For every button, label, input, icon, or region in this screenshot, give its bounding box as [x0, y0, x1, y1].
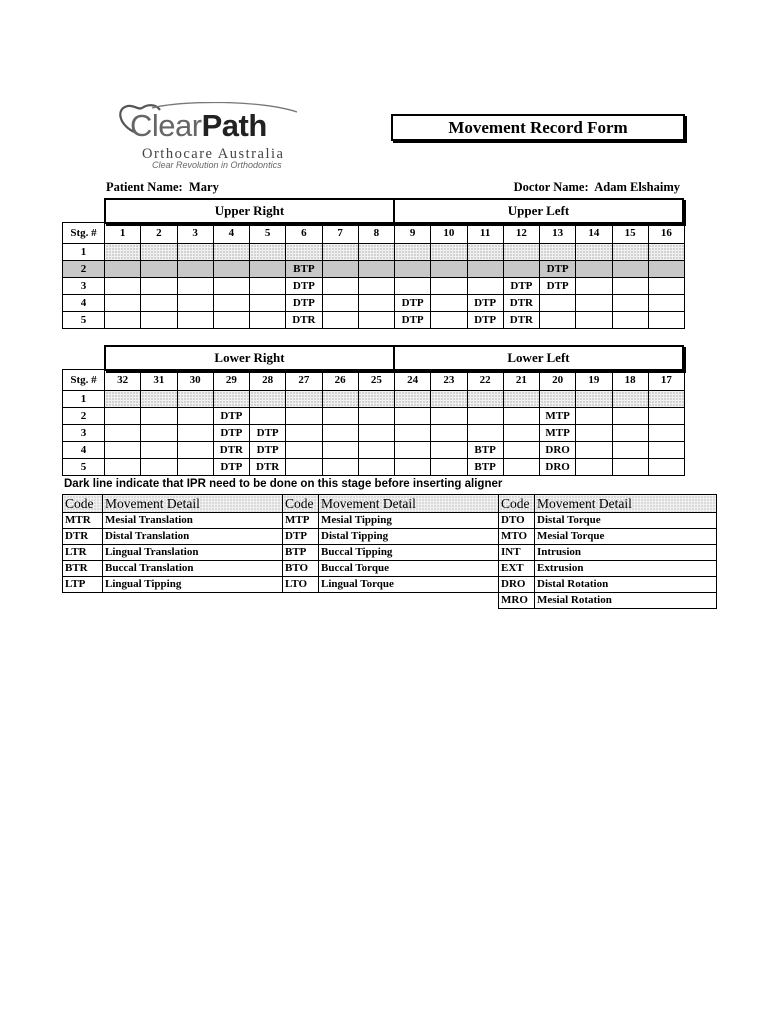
legend-detail: Lingual Translation — [103, 545, 283, 561]
movement-cell — [503, 408, 539, 425]
movement-cell: DTP — [286, 278, 322, 295]
legend-empty — [319, 593, 499, 609]
legend-code: BTO — [283, 561, 319, 577]
legend-detail: Lingual Torque — [319, 577, 499, 593]
movement-cell — [105, 278, 141, 295]
movement-cell — [431, 391, 467, 408]
movement-cell — [286, 442, 322, 459]
logo-subtitle: Orthocare Australia — [142, 146, 285, 162]
movement-cell — [358, 442, 394, 459]
tooth-number: 3 — [177, 223, 213, 244]
movement-cell — [177, 425, 213, 442]
movement-cell: DRO — [540, 442, 576, 459]
tooth-number: 5 — [250, 223, 286, 244]
movement-cell — [648, 459, 684, 476]
movement-cell: DTP — [213, 425, 249, 442]
movement-cell: DTP — [213, 459, 249, 476]
movement-cell — [358, 278, 394, 295]
legend-empty — [283, 593, 319, 609]
movement-cell — [467, 261, 503, 278]
logo-wordmark: ClearPath — [130, 108, 267, 143]
legend-detail: Buccal Torque — [319, 561, 499, 577]
lower-right-label: Lower Right — [104, 345, 395, 371]
movement-cell — [250, 391, 286, 408]
legend-code: LTO — [283, 577, 319, 593]
legend-detail: Buccal Tipping — [319, 545, 499, 561]
movement-cell — [358, 261, 394, 278]
stage-row — [63, 442, 685, 459]
movement-cell — [540, 312, 576, 329]
doctor-name: Doctor Name: Adam Elshaimy — [513, 180, 680, 194]
movement-cell — [322, 459, 358, 476]
movement-cell — [358, 408, 394, 425]
movement-cell — [213, 261, 249, 278]
movement-cell — [431, 442, 467, 459]
legend-code: BTR — [63, 561, 103, 577]
movement-cell — [612, 295, 648, 312]
stage-number: 2 — [63, 261, 105, 278]
stage-number: 5 — [63, 459, 105, 476]
legend-code: EXT — [499, 561, 535, 577]
movement-cell — [213, 278, 249, 295]
movement-cell — [431, 312, 467, 329]
legend-detail-header: Movement Detail — [103, 495, 283, 513]
movement-cell — [503, 425, 539, 442]
movement-cell — [322, 391, 358, 408]
movement-cell — [358, 312, 394, 329]
movement-cell — [395, 442, 431, 459]
tooth-number: 23 — [431, 370, 467, 391]
movement-cell: DRO — [540, 459, 576, 476]
movement-cell — [141, 261, 177, 278]
movement-cell: DTR — [503, 295, 539, 312]
legend-code: MTP — [283, 513, 319, 529]
movement-cell: DTR — [250, 459, 286, 476]
tooth-number: 1 — [105, 223, 141, 244]
movement-cell: DTP — [467, 295, 503, 312]
tooth-number: 19 — [576, 370, 612, 391]
tooth-header-row — [63, 370, 685, 391]
legend-code-header: Code — [283, 495, 319, 513]
legend-header-row — [63, 495, 717, 513]
movement-cell — [431, 278, 467, 295]
movement-cell — [395, 408, 431, 425]
movement-cell — [540, 391, 576, 408]
movement-cell — [467, 408, 503, 425]
tooth-number: 10 — [431, 223, 467, 244]
movement-cell: DTR — [503, 312, 539, 329]
movement-cell — [141, 312, 177, 329]
form-title: Movement Record Form — [391, 114, 685, 141]
movement-cell: DTP — [503, 278, 539, 295]
legend-detail: Distal Rotation — [535, 577, 717, 593]
movement-cell: DTP — [286, 295, 322, 312]
movement-cell — [503, 442, 539, 459]
movement-cell — [141, 408, 177, 425]
tooth-number: 24 — [395, 370, 431, 391]
stage-number: 3 — [63, 425, 105, 442]
legend-code: LTR — [63, 545, 103, 561]
movement-cell — [141, 459, 177, 476]
legend-detail: Mesial Rotation — [535, 593, 717, 609]
movement-cell — [431, 425, 467, 442]
movement-cell — [467, 425, 503, 442]
movement-cell — [576, 244, 612, 261]
movement-cell — [105, 425, 141, 442]
lower-teeth-table — [62, 369, 685, 476]
movement-cell — [576, 391, 612, 408]
movement-cell — [177, 312, 213, 329]
movement-cell: BTP — [467, 459, 503, 476]
legend-code: DTR — [63, 529, 103, 545]
movement-cell — [322, 278, 358, 295]
movement-cell — [177, 391, 213, 408]
movement-cell — [250, 278, 286, 295]
legend-row — [63, 577, 717, 593]
movement-cell — [286, 391, 322, 408]
movement-cell — [648, 244, 684, 261]
movement-cell — [648, 425, 684, 442]
tooth-number: 9 — [395, 223, 431, 244]
tooth-number: 30 — [177, 370, 213, 391]
tooth-number: 21 — [503, 370, 539, 391]
movement-cell — [431, 408, 467, 425]
stage-row — [63, 312, 685, 329]
legend-detail-header: Movement Detail — [319, 495, 499, 513]
movement-cell: DTP — [213, 408, 249, 425]
tooth-number: 13 — [540, 223, 576, 244]
movement-cell — [612, 278, 648, 295]
movement-cell: DTP — [395, 295, 431, 312]
movement-cell — [141, 442, 177, 459]
legend-detail: Lingual Tipping — [103, 577, 283, 593]
movement-cell — [648, 442, 684, 459]
movement-cell — [358, 244, 394, 261]
legend-row — [63, 545, 717, 561]
movement-cell — [540, 295, 576, 312]
movement-cell — [503, 391, 539, 408]
legend-code-header: Code — [63, 495, 103, 513]
legend-detail: Extrusion — [535, 561, 717, 577]
legend-code: DTO — [499, 513, 535, 529]
stage-header: Stg. # — [63, 223, 105, 244]
movement-cell — [105, 442, 141, 459]
movement-cell — [612, 425, 648, 442]
movement-cell — [177, 261, 213, 278]
legend-detail-header: Movement Detail — [535, 495, 717, 513]
movement-cell — [576, 459, 612, 476]
movement-cell — [141, 425, 177, 442]
legend-row — [63, 561, 717, 577]
movement-cell — [648, 391, 684, 408]
movement-cell: DTP — [250, 442, 286, 459]
clearpath-logo — [112, 102, 312, 172]
legend-row — [63, 529, 717, 545]
movement-cell — [250, 295, 286, 312]
tooth-number: 28 — [250, 370, 286, 391]
lower-left-label: Lower Left — [393, 345, 684, 371]
movement-cell — [322, 442, 358, 459]
legend-code: MRO — [499, 593, 535, 609]
tooth-number: 27 — [286, 370, 322, 391]
legend-code: INT — [499, 545, 535, 561]
tooth-number: 18 — [612, 370, 648, 391]
movement-cell — [322, 425, 358, 442]
movement-legend-table — [62, 494, 717, 609]
movement-cell — [141, 278, 177, 295]
movement-cell — [213, 391, 249, 408]
movement-cell — [322, 261, 358, 278]
movement-cell — [648, 408, 684, 425]
movement-cell — [648, 295, 684, 312]
movement-cell — [213, 295, 249, 312]
tooth-number: 29 — [213, 370, 249, 391]
stage-row — [63, 244, 685, 261]
tooth-number: 8 — [358, 223, 394, 244]
movement-cell — [141, 391, 177, 408]
movement-cell: DTR — [286, 312, 322, 329]
movement-cell — [503, 261, 539, 278]
legend-code: MTR — [63, 513, 103, 529]
movement-cell — [177, 442, 213, 459]
movement-cell: DTP — [540, 278, 576, 295]
movement-cell — [358, 391, 394, 408]
movement-cell — [576, 261, 612, 278]
movement-cell — [250, 408, 286, 425]
movement-cell — [322, 312, 358, 329]
movement-cell — [358, 459, 394, 476]
tooth-number: 25 — [358, 370, 394, 391]
tooth-number: 15 — [612, 223, 648, 244]
legend-detail: Buccal Translation — [103, 561, 283, 577]
movement-cell: DTP — [467, 312, 503, 329]
movement-cell: DTP — [250, 425, 286, 442]
legend-code: BTP — [283, 545, 319, 561]
patient-name: Patient Name: Mary — [106, 180, 219, 194]
movement-cell — [358, 425, 394, 442]
stage-number: 5 — [63, 312, 105, 329]
movement-cell — [177, 244, 213, 261]
movement-cell — [576, 278, 612, 295]
movement-cell — [612, 312, 648, 329]
tooth-number: 2 — [141, 223, 177, 244]
stage-row — [63, 425, 685, 442]
movement-cell — [177, 278, 213, 295]
movement-cell — [213, 244, 249, 261]
stage-number: 4 — [63, 442, 105, 459]
legend-empty — [63, 593, 103, 609]
movement-cell — [576, 425, 612, 442]
stage-row — [63, 459, 685, 476]
movement-cell — [286, 425, 322, 442]
legend-code: DTP — [283, 529, 319, 545]
tooth-number: 7 — [322, 223, 358, 244]
movement-cell — [648, 278, 684, 295]
tooth-number: 31 — [141, 370, 177, 391]
upper-teeth-table — [62, 222, 685, 329]
movement-cell — [576, 442, 612, 459]
movement-cell — [467, 278, 503, 295]
legend-code: MTO — [499, 529, 535, 545]
movement-cell — [467, 244, 503, 261]
legend-detail: Mesial Tipping — [319, 513, 499, 529]
tooth-number: 4 — [213, 223, 249, 244]
movement-cell — [612, 442, 648, 459]
movement-cell — [612, 459, 648, 476]
legend-detail: Distal Torque — [535, 513, 717, 529]
movement-cell — [286, 459, 322, 476]
movement-cell — [105, 391, 141, 408]
tooth-number: 14 — [576, 223, 612, 244]
stage-number: 1 — [63, 391, 105, 408]
legend-detail: Distal Translation — [103, 529, 283, 545]
stage-number: 2 — [63, 408, 105, 425]
movement-cell — [141, 244, 177, 261]
tooth-number: 22 — [467, 370, 503, 391]
movement-cell — [431, 295, 467, 312]
stage-row — [63, 278, 685, 295]
movement-cell — [322, 408, 358, 425]
movement-cell — [286, 244, 322, 261]
stage-number: 3 — [63, 278, 105, 295]
movement-cell — [431, 244, 467, 261]
stage-header: Stg. # — [63, 370, 105, 391]
movement-cell — [576, 295, 612, 312]
stage-row — [63, 261, 685, 278]
movement-cell — [395, 244, 431, 261]
tooth-number: 11 — [467, 223, 503, 244]
ipr-note: Dark line indicate that IPR need to be done on this stage before inserting aligner — [64, 478, 503, 490]
movement-cell — [431, 459, 467, 476]
movement-cell — [612, 408, 648, 425]
movement-cell — [105, 459, 141, 476]
upper-right-label: Upper Right — [104, 198, 395, 224]
tooth-number: 26 — [322, 370, 358, 391]
movement-cell — [467, 391, 503, 408]
movement-cell — [395, 425, 431, 442]
movement-cell — [105, 408, 141, 425]
movement-cell — [322, 244, 358, 261]
movement-cell — [612, 244, 648, 261]
movement-cell — [540, 244, 576, 261]
movement-cell — [177, 459, 213, 476]
tooth-header-row — [63, 223, 685, 244]
legend-empty — [103, 593, 283, 609]
movement-cell — [503, 459, 539, 476]
stage-row — [63, 391, 685, 408]
movement-cell: BTP — [467, 442, 503, 459]
movement-cell — [177, 408, 213, 425]
legend-detail: Mesial Translation — [103, 513, 283, 529]
tooth-number: 16 — [648, 223, 684, 244]
stage-number: 4 — [63, 295, 105, 312]
movement-cell — [431, 261, 467, 278]
movement-cell — [286, 408, 322, 425]
stage-row — [63, 408, 685, 425]
legend-code-header: Code — [499, 495, 535, 513]
movement-cell — [105, 244, 141, 261]
legend-row — [63, 593, 717, 609]
tooth-number: 17 — [648, 370, 684, 391]
movement-cell — [395, 391, 431, 408]
movement-cell — [250, 312, 286, 329]
movement-cell — [612, 261, 648, 278]
movement-cell — [141, 295, 177, 312]
movement-cell — [250, 261, 286, 278]
tooth-number: 12 — [503, 223, 539, 244]
movement-cell — [213, 312, 249, 329]
movement-cell — [105, 295, 141, 312]
tooth-number: 32 — [105, 370, 141, 391]
movement-cell — [105, 261, 141, 278]
legend-code: DRO — [499, 577, 535, 593]
legend-detail: Distal Tipping — [319, 529, 499, 545]
movement-cell — [395, 261, 431, 278]
movement-cell: MTP — [540, 425, 576, 442]
legend-detail: Mesial Torque — [535, 529, 717, 545]
legend-code: LTP — [63, 577, 103, 593]
movement-cell — [576, 312, 612, 329]
movement-cell — [395, 278, 431, 295]
movement-cell — [358, 295, 394, 312]
movement-cell — [648, 312, 684, 329]
movement-cell — [648, 261, 684, 278]
tooth-number: 6 — [286, 223, 322, 244]
movement-cell — [105, 312, 141, 329]
stage-number: 1 — [63, 244, 105, 261]
movement-cell — [576, 408, 612, 425]
stage-row — [63, 295, 685, 312]
movement-cell — [177, 295, 213, 312]
tooth-number: 20 — [540, 370, 576, 391]
logo-tagline: Clear Revolution in Orthodontics — [152, 160, 282, 170]
legend-detail: Intrusion — [535, 545, 717, 561]
movement-cell — [322, 295, 358, 312]
movement-cell: MTP — [540, 408, 576, 425]
movement-cell — [503, 244, 539, 261]
movement-cell: DTR — [213, 442, 249, 459]
movement-cell — [395, 459, 431, 476]
movement-cell: BTP — [286, 261, 322, 278]
movement-cell: DTP — [540, 261, 576, 278]
upper-left-label: Upper Left — [393, 198, 684, 224]
movement-cell — [612, 391, 648, 408]
movement-cell: DTP — [395, 312, 431, 329]
legend-row — [63, 513, 717, 529]
movement-cell — [250, 244, 286, 261]
